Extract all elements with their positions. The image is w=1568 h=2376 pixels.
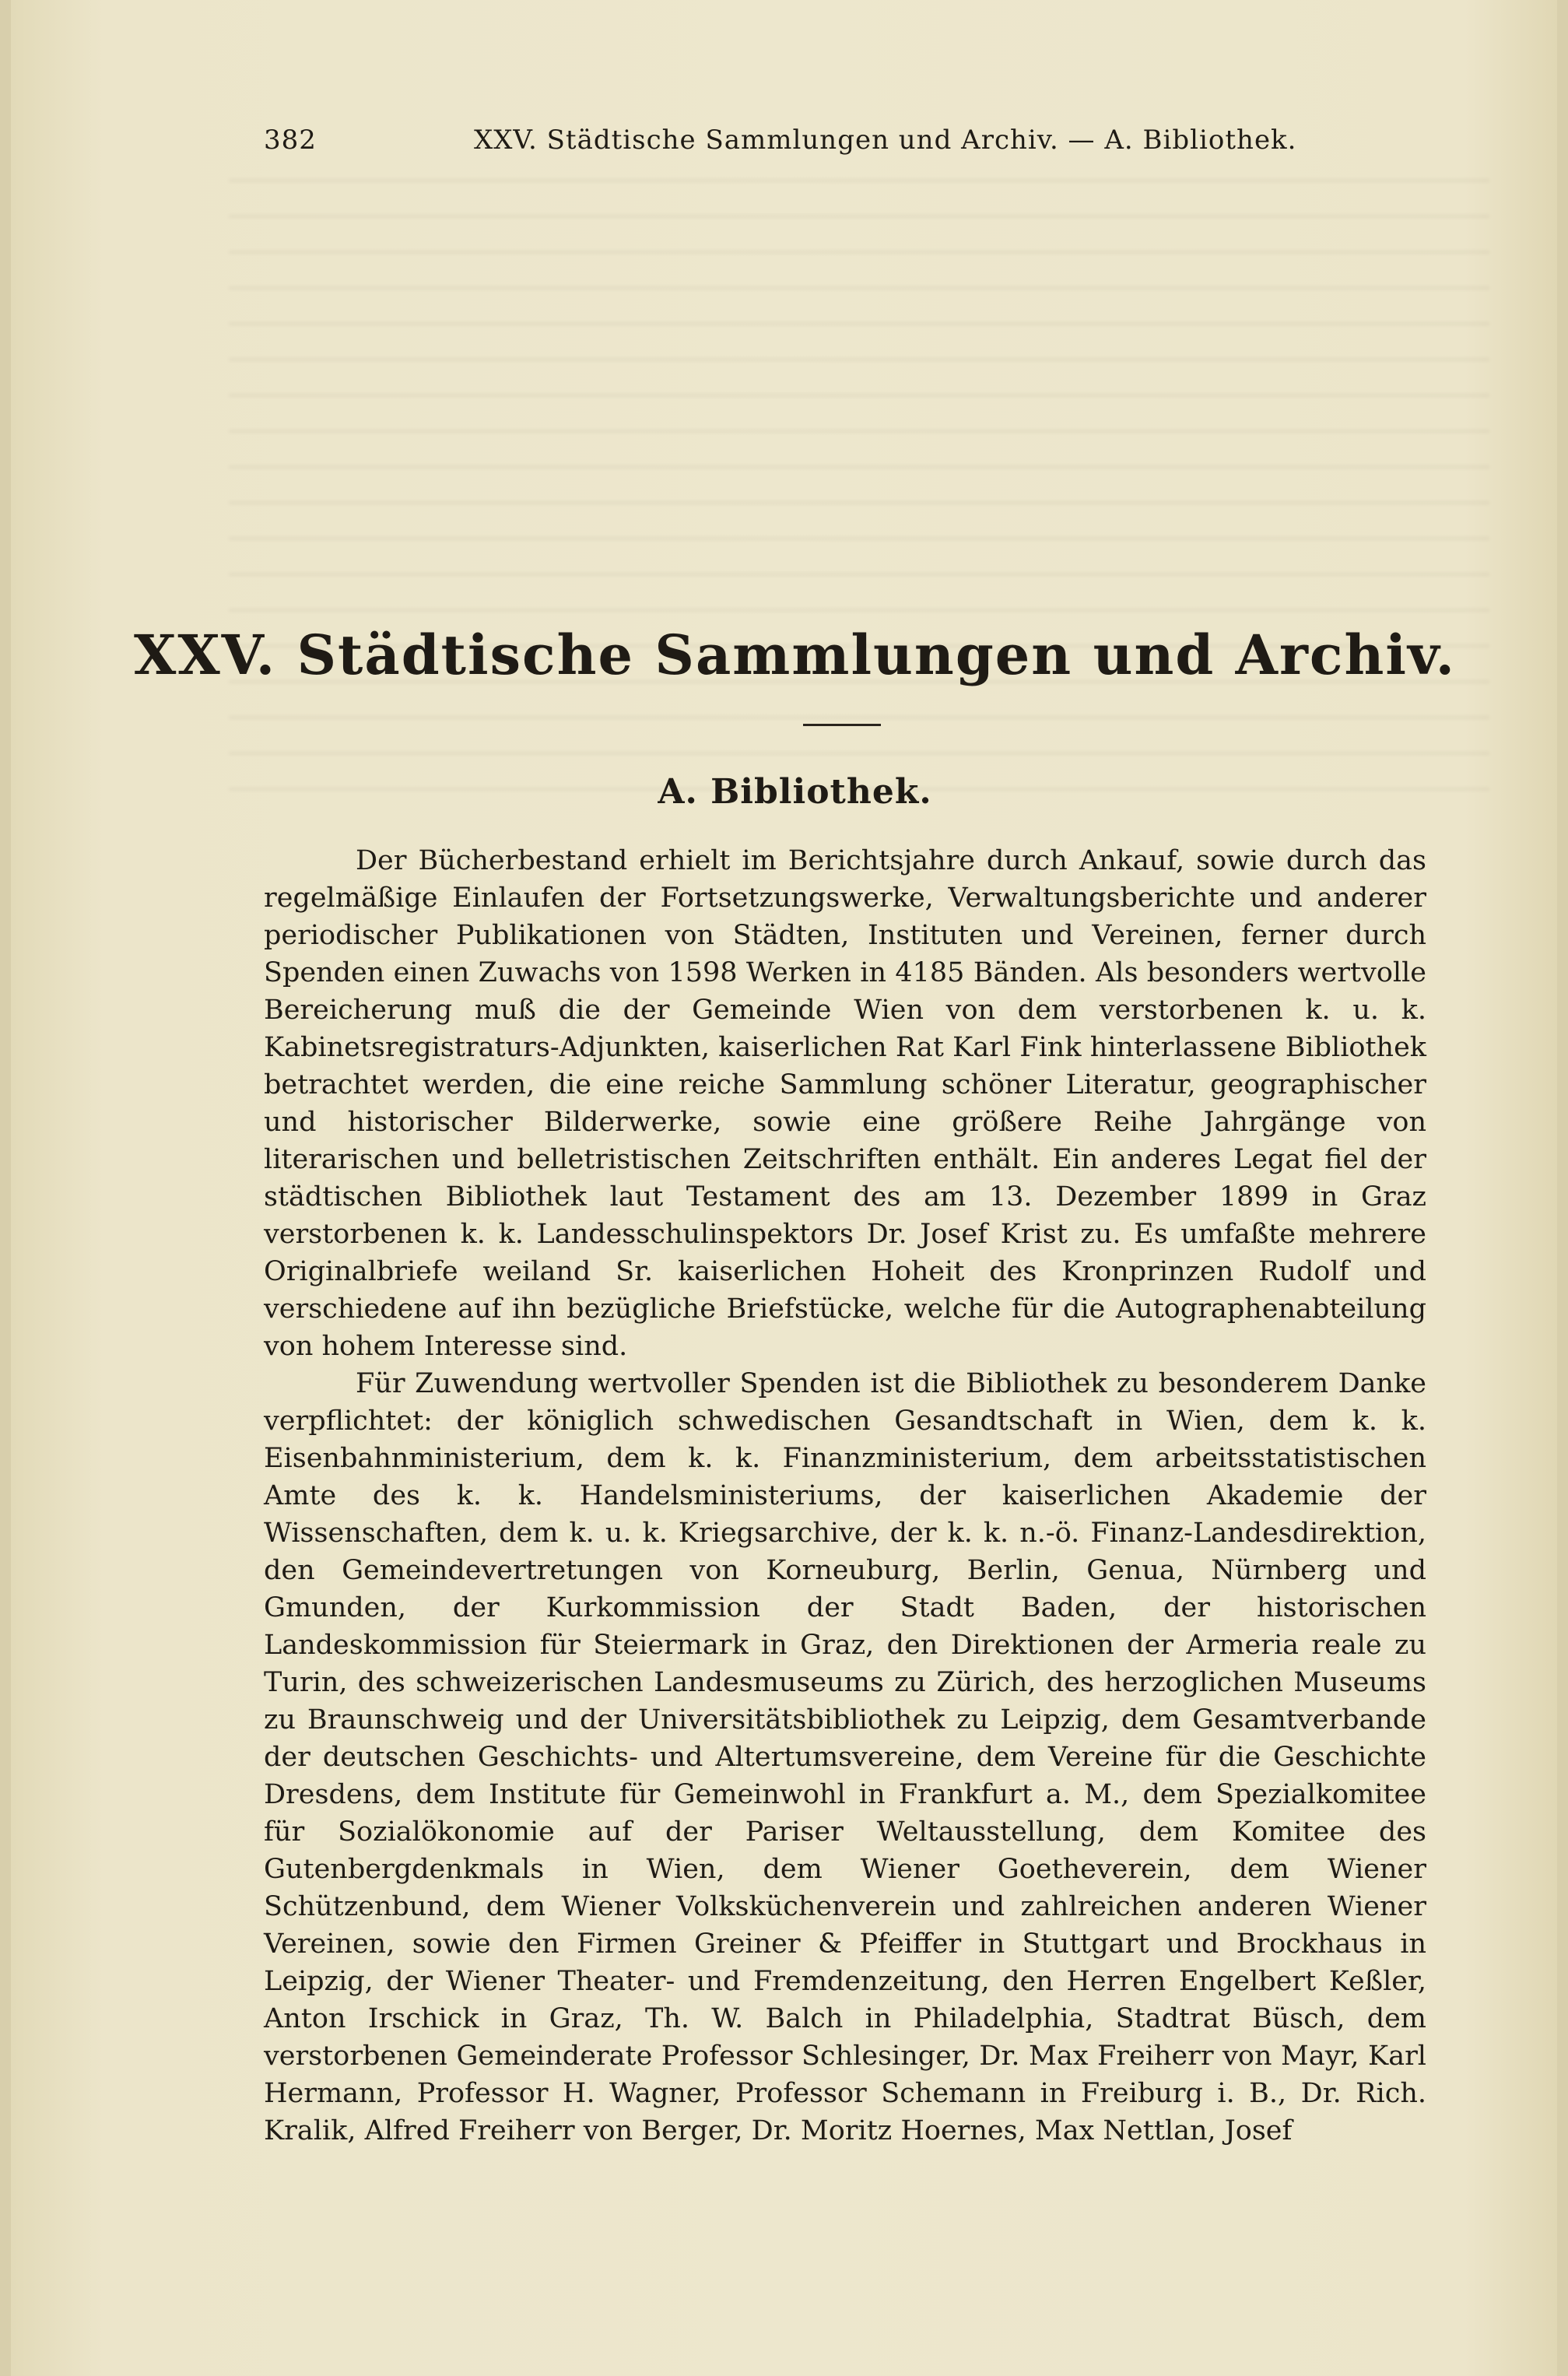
page-header — [264, 125, 1342, 163]
body-text — [264, 842, 1426, 2150]
running-title: XXV. Städtische Sammlungen und Archiv. — A. Bibliothek. — [474, 125, 1297, 156]
title-divider — [803, 724, 881, 726]
chapter-title: XXV. Städtische Sammlungen und Archiv. — [134, 623, 1456, 687]
paragraph-1: Der Bücherbestand erhielt im Berichtsjahre durch Ankauf, sowie durch das regelmäßige Einlaufen der Fortsetzungswerke, Verwaltungsberichte und anderer periodischer Publikationen von Städten, Instituten und Vereinen, ferner durch Spenden einen Zuwachs von 1598 Werken in 4185 Bänden. Als besonders wertvolle Bereicherung muß die der Gemeinde Wien von dem verstorbenen k. u. k. Kabinetsregistraturs-Adjunkten, kaiserlichen Rat Karl Fink hinterlassene Bibliothek betrachtet werden, die eine reiche Sammlung schöner Literatur, geographischer und historischer Bilderwerke, sowie eine größere Reihe Jahrgänge von literarischen und belletristischen Zeitschriften enthält. Ein anderes Legat fiel der städtischen Bibliothek laut Testament des am 13. Dezember 1899 in Graz verstorbenen k. k. Landesschulinspektors Dr. Josef Krist zu. Es umfaßte mehrere Originalbriefe weiland Sr. kaiserlichen Hoheit des Kronprinzen Rudolf und verschiedene auf ihn bezügliche Briefstücke, welche für die Autographenabteilung von hohem Interesse sind. — [264, 845, 1426, 1362]
paragraph-2: Für Zuwendung wertvoller Spenden ist die Bibliothek zu besonderem Danke verpflichtet: der königlich schwedischen Gesandtschaft in Wien, dem k. k. Eisenbahnministerium, dem k. k. Finanzministerium, dem arbeitsstatistischen Amte des k. k. Handelsministeriums, der kaiserlichen Akademie der Wissenschaften, dem k. u. k. Kriegsarchive, der k. k. n.-ö. Finanz-Landesdirektion, den Gemeindevertretungen von Korneuburg, Berlin, Genua, Nürnberg und Gmunden, der Kurkommission der Stadt Baden, der historischen Landeskommission für Steiermark in Graz, den Direktionen der Armeria reale zu Turin, des schweizerischen Landesmuseums zu Zürich, des herzoglichen Museums zu Braunschweig und der Universitätsbibliothek zu Leipzig, dem Gesamtverbande der deutschen Geschichts- und Altertumsvereine, dem Vereine für die Geschichte Dresdens, dem Institute für Gemeinwohl in Frankfurt a. M., dem Spezialkomitee für Sozialökonomie auf der Pariser Weltausstellung, dem Komitee des Gutenbergdenkmals in Wien, dem Wiener Goetheverein, dem Wiener Schützenbund, dem Wiener Volksküchenverein und zahlreichen anderen Wiener Vereinen, sowie den Firmen Greiner & Pfeiffer in Stuttgart und Brockhaus in Leipzig, der Wiener Theater- und Fremdenzeitung, den Herren Engelbert Keßler, Anton Irschick in Graz, Th. W. Balch in Philadelphia, Stadtrat Büsch, dem verstorbenen Gemeinderate Professor Schlesinger, Dr. Max Freiherr von Mayr, Karl Hermann, Professor H. Wagner, Professor Schemann in Freiburg i. B., Dr. Rich. Kralik, Alfred Freiherr von Berger, Dr. Moritz Hoernes, Max Nettlan, Josef — [264, 1368, 1426, 2146]
section-title: A. Bibliothek. — [658, 772, 932, 812]
page-number: 382 — [264, 125, 317, 156]
show-through-texture — [229, 179, 1489, 802]
